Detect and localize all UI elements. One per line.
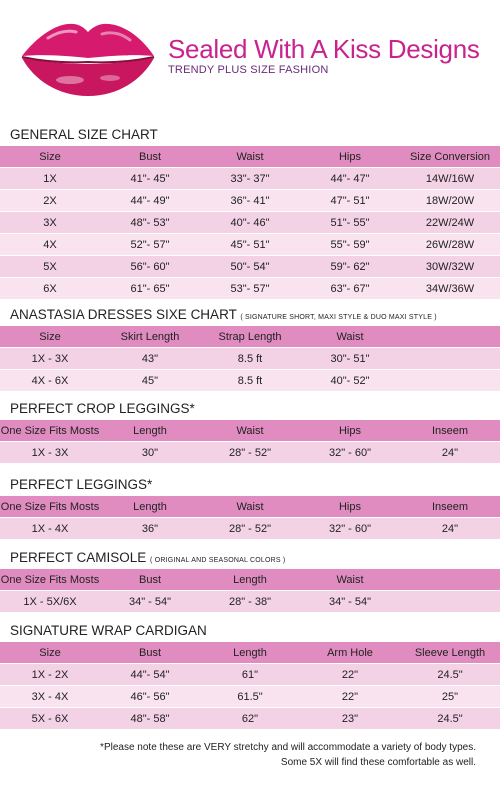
table-cell: 36"- 41" [200, 190, 300, 212]
table-cell: 24" [400, 518, 500, 540]
column-header: Waist [200, 420, 300, 442]
table-row [0, 348, 500, 370]
table-row [0, 442, 500, 464]
table-cell: 8.5 ft [200, 370, 300, 392]
table-cell: 48"- 53" [100, 212, 200, 234]
table-cell: 46"- 56" [100, 686, 200, 708]
table-row [0, 686, 500, 708]
footer-note [6, 740, 476, 770]
column-header: Skirt Length [100, 326, 200, 348]
footer-line: *Please note these are VERY stretchy and will accommodate a variety of body types. [100, 742, 476, 753]
table-row [0, 190, 500, 212]
table-cell [400, 591, 500, 613]
table-header-row [0, 326, 500, 348]
table-row [0, 370, 500, 392]
table-cell: 22" [300, 664, 400, 686]
column-header: Hips [300, 496, 400, 518]
table-cell: 22W/24W [400, 212, 500, 234]
table-row [0, 664, 500, 686]
table-cell: 25" [400, 686, 500, 708]
section-title [0, 304, 500, 326]
table-cell: 1X - 3X [0, 348, 100, 370]
header [0, 0, 500, 118]
table-cell: 3X [0, 212, 100, 234]
column-header: Strap Length [200, 326, 300, 348]
table-cell: 34" - 54" [300, 591, 400, 613]
table-cell: 3X - 4X [0, 686, 100, 708]
column-header: Length [200, 642, 300, 664]
table-cell: 32" - 60" [300, 442, 400, 464]
cardigan-table [0, 642, 500, 730]
table-row [0, 708, 500, 730]
table-cell: 23" [300, 708, 400, 730]
table-cell: 32" - 60" [300, 518, 400, 540]
column-header [400, 569, 500, 591]
column-header: Inseem [400, 420, 500, 442]
table-cell: 1X - 4X [0, 518, 100, 540]
table-cell: 53"- 57" [200, 278, 300, 300]
table-cell: 1X [0, 168, 100, 190]
section-title: SIGNATURE WRAP CARDIGAN [10, 623, 207, 638]
column-header: Length [100, 420, 200, 442]
table-row [0, 591, 500, 613]
table-cell: 45" [100, 370, 200, 392]
table-cell: 43" [100, 348, 200, 370]
table-cell: 45"- 51" [200, 234, 300, 256]
table-cell: 28" - 52" [200, 442, 300, 464]
table-cell: 34W/36W [400, 278, 500, 300]
table-cell: 1X - 2X [0, 664, 100, 686]
column-header: Size [0, 642, 100, 664]
column-header: One Size Fits Mosts [0, 569, 100, 591]
column-header: Hips [300, 420, 400, 442]
table-cell: 52"- 57" [100, 234, 200, 256]
brand-block [168, 34, 480, 76]
table-cell: 44"- 54" [100, 664, 200, 686]
table-cell: 1X - 5X/6X [0, 591, 100, 613]
column-header: Waist [200, 496, 300, 518]
table-cell: 44"- 47" [300, 168, 400, 190]
table-cell: 48"- 58" [100, 708, 200, 730]
table-cell: 30" [100, 442, 200, 464]
section-title-text: ANASTASIA DRESSES SIXE CHART [10, 307, 237, 322]
brand-tagline: TRENDY PLUS SIZE FASHION [168, 64, 329, 76]
brand-title: Sealed With A Kiss Designs [168, 34, 480, 64]
table-cell: 36" [100, 518, 200, 540]
section-title [0, 547, 500, 569]
section-title-text: PERFECT CAMISOLE [10, 550, 147, 565]
column-header: Waist [300, 569, 400, 591]
table-cell: 59"- 62" [300, 256, 400, 278]
table-cell: 44"- 49" [100, 190, 200, 212]
table-cell: 5X [0, 256, 100, 278]
table-cell: 24.5" [400, 708, 500, 730]
column-header: One Size Fits Mosts [0, 420, 100, 442]
table-cell: 14W/16W [400, 168, 500, 190]
general-size-section [0, 124, 500, 300]
table-cell: 22" [300, 686, 400, 708]
table-row [0, 278, 500, 300]
leggings-section [0, 474, 500, 540]
column-header: Bust [100, 146, 200, 168]
column-header: Arm Hole [300, 642, 400, 664]
table-cell: 28" - 52" [200, 518, 300, 540]
table-cell: 62" [200, 708, 300, 730]
table-cell: 8.5 ft [200, 348, 300, 370]
table-cell: 24" [400, 442, 500, 464]
table-row [0, 212, 500, 234]
column-header: Size Conversion [400, 146, 500, 168]
column-header: Bust [100, 642, 200, 664]
column-header [400, 326, 500, 348]
general-size-table [0, 146, 500, 300]
column-header: Size [0, 326, 100, 348]
table-cell: 5X - 6X [0, 708, 100, 730]
anastasia-table [0, 326, 500, 392]
table-header-row [0, 496, 500, 518]
table-header-row [0, 420, 500, 442]
table-cell: 6X [0, 278, 100, 300]
column-header: Length [100, 496, 200, 518]
table-cell [400, 370, 500, 392]
column-header: Length [200, 569, 300, 591]
table-cell: 1X - 3X [0, 442, 100, 464]
table-cell: 47"- 51" [300, 190, 400, 212]
column-header: Bust [100, 569, 200, 591]
column-header: Hips [300, 146, 400, 168]
table-cell: 4X - 6X [0, 370, 100, 392]
table-header-row [0, 642, 500, 664]
section-title: GENERAL SIZE CHART [10, 127, 158, 142]
camisole-table [0, 569, 500, 613]
table-cell: 34" - 54" [100, 591, 200, 613]
table-cell: 55"- 59" [300, 234, 400, 256]
table-cell: 40"- 52" [300, 370, 400, 392]
column-header: Sleeve Length [400, 642, 500, 664]
section-title: PERFECT LEGGINGS* [10, 477, 153, 492]
leggings-table [0, 496, 500, 540]
section-title: PERFECT CROP LEGGINGS* [10, 401, 195, 416]
table-cell: 41"- 45" [100, 168, 200, 190]
cardigan-section [0, 620, 500, 730]
table-cell: 56"- 60" [100, 256, 200, 278]
crop-leggings-section [0, 398, 500, 464]
table-cell: 18W/20W [400, 190, 500, 212]
table-header-row [0, 569, 500, 591]
table-cell: 40"- 46" [200, 212, 300, 234]
column-header: Size [0, 146, 100, 168]
lips-logo-icon [18, 18, 158, 100]
table-cell: 51"- 55" [300, 212, 400, 234]
table-cell: 33"- 37" [200, 168, 300, 190]
table-cell: 61" [200, 664, 300, 686]
table-row [0, 168, 500, 190]
table-header-row [0, 146, 500, 168]
table-cell: 26W/28W [400, 234, 500, 256]
crop-leggings-table [0, 420, 500, 464]
table-cell: 4X [0, 234, 100, 256]
table-cell: 28" - 38" [200, 591, 300, 613]
column-header: Waist [300, 326, 400, 348]
column-header: Waist [200, 146, 300, 168]
table-cell: 2X [0, 190, 100, 212]
footer-line: Some 5X will find these comfortable as well. [280, 757, 476, 768]
table-cell: 61.5" [200, 686, 300, 708]
table-row [0, 518, 500, 540]
column-header: One Size Fits Mosts [0, 496, 100, 518]
column-header: Inseem [400, 496, 500, 518]
camisole-section [0, 547, 500, 613]
table-cell: 30"- 51" [300, 348, 400, 370]
table-cell: 63"- 67" [300, 278, 400, 300]
table-cell [400, 348, 500, 370]
anastasia-section [0, 304, 500, 392]
section-note: ( SIGNATURE SHORT, MAXI STYLE & DUO MAXI STYLE ) [240, 314, 437, 321]
table-row [0, 234, 500, 256]
table-cell: 50"- 54" [200, 256, 300, 278]
table-cell: 61"- 65" [100, 278, 200, 300]
table-cell: 24.5" [400, 664, 500, 686]
table-row [0, 256, 500, 278]
section-note: ( ORIGINAL AND SEASONAL COLORS ) [150, 557, 286, 564]
table-cell: 30W/32W [400, 256, 500, 278]
